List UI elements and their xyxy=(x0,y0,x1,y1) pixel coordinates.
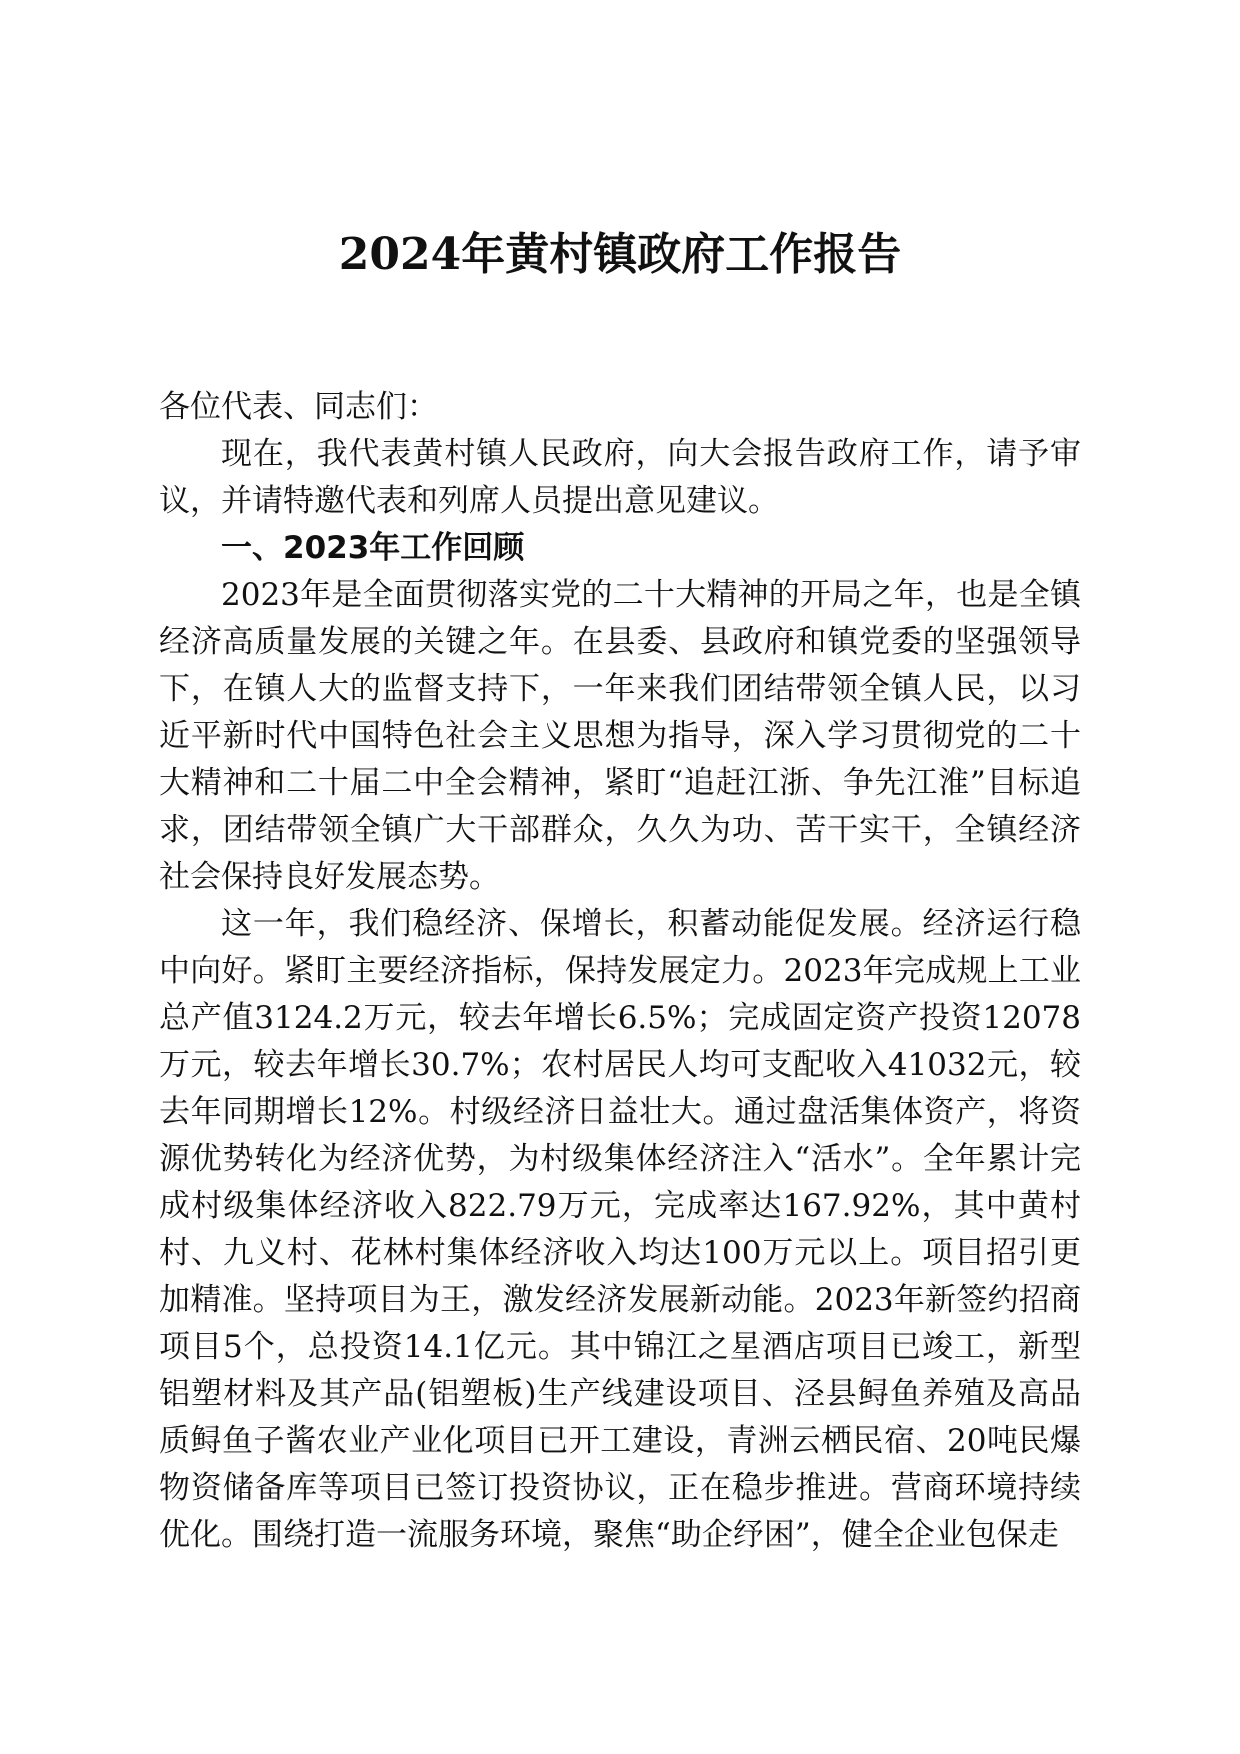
document-title: 2024年黄村镇政府工作报告 xyxy=(338,229,902,280)
intro-paragraph: 现在，我代表黄村镇人民政府，向大会报告政府工作，请予审议，并请特邀代表和列席人员提出意见建议。 xyxy=(159,436,1081,519)
section-heading: 一、2023年工作回顾 xyxy=(221,530,525,566)
salutation: 各位代表、同志们： xyxy=(159,389,438,425)
body-paragraph: 2023年是全面贯彻落实党的二十大精神的开局之年，也是全镇经济高质量发展的关键之年。在县委、县政府和镇党委的坚强领导下，在镇人大的监督支持下，一年来我们团结带领全镇人民，以习近平新时代中国特色社会主义思想为指导，深入学习贯彻党的二十大精神和二十届二中全会精神，紧盯“追赶江浙、争先江淮”目标追求，团结带领全镇广大干部群众，久久为功、苦干实干，全镇经济社会保持良好发展态势。 xyxy=(159,577,1081,895)
body-paragraph: 这一年，我们稳经济、保增长，积蓄动能促发展。经济运行稳中向好。紧盯主要经济指标，保持发展定力。2023年完成规上工业总产值3124.2万元，较去年增长6.5%；完成固定资产投资12078万元，较去年增长30.7%；农村居民人均可支配收入41032元，较去年同期增长12%。村级经济日益壮大。通过盘活集体资产，将资源优势转化为经济优势，为村级集体经济注入“活水”。全年累计完成村级集体经济收入822.79万元，完成率达167.92%，其中黄村村、九义村、花林村集体经济收入均达100万元以上。项目招引更加精准。坚持项目为王，激发经济发展新动能。2023年新签约招商项目5个，总投资14.1亿元。其中锦江之星酒店项目已竣工，新型铝塑材料及其产品(铝塑板)生产线建设项目、泾县鲟鱼养殖及高品质鲟鱼子酱农业产业化项目已开工建设，青洲云栖民宿、20吨民爆物资储备库等项目已签订投资协议，正在稳步推进。营商环境持续优化。围绕打造一流服务环境，聚焦“助企纾困”，健全企业包保走 xyxy=(159,906,1081,1553)
document-body xyxy=(159,384,1081,1559)
